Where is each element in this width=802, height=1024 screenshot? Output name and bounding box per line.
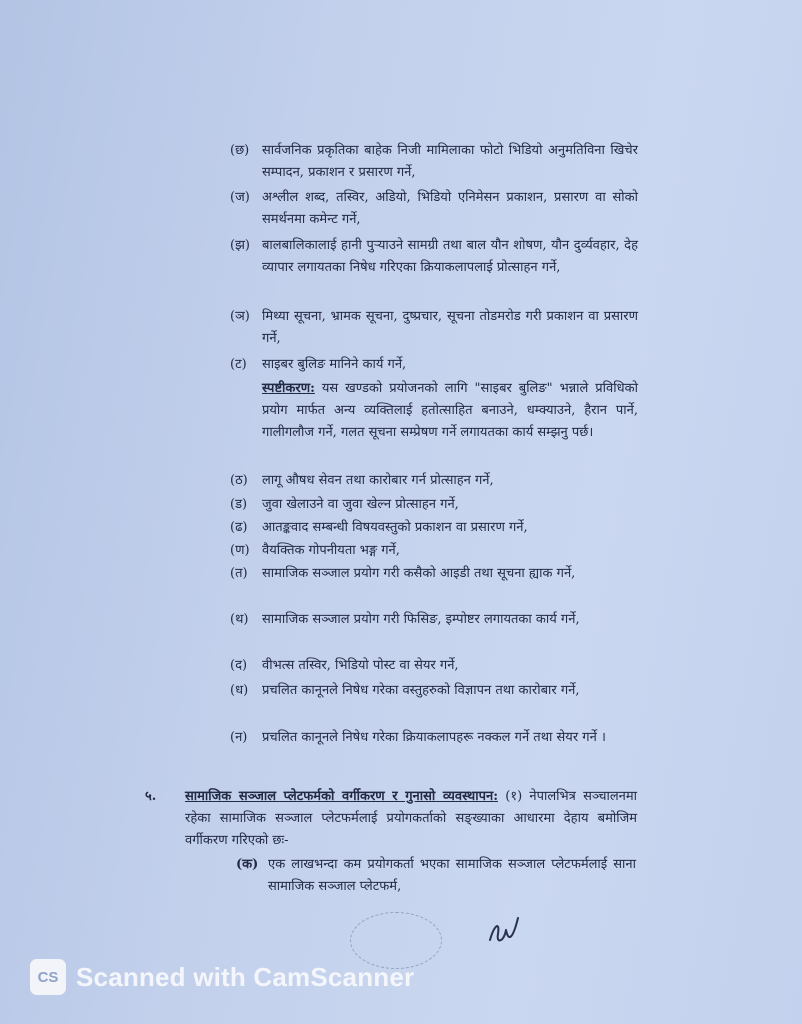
camscanner-watermark: [30, 958, 414, 996]
list-item-text: जुवा खेलाउने वा जुवा खेल्न प्रोत्साहन गर्ने,: [262, 497, 459, 512]
list-item-text: सामाजिक सञ्जाल प्रयोग गरी फिसिङ, इम्पोष्टर लगायतका कार्य गर्ने,: [262, 612, 580, 627]
list-marker: (त): [230, 566, 248, 581]
clarification-text: यस खण्डको प्रयोजनको लागि "साइबर बुलिङ" भन्नाले प्रविधिको प्रयोग मार्फत अन्य व्यक्तिलाई हतोत्साहित बनाउने, धम्क्याउने, हैरान पार्ने, गालीगलौज गर्ने, गलत सूचना सम्प्रेषण गर्ने लगायतका कार्य सम्झनु पर्छ।: [262, 381, 638, 440]
list-marker: (ट): [230, 357, 247, 372]
list-marker: (द): [230, 658, 248, 673]
section-number: ५.: [145, 789, 157, 804]
list-item-text: सार्वजनिक प्रकृतिका बाहेक निजी मामिलाका फोटो भिडियो अनुमतिविना खिचेर सम्पादन, प्रकाशन र प्रसारण गर्ने,: [262, 143, 638, 180]
section-heading: सामाजिक सञ्जाल प्लेटफर्मको वर्गीकरण र गुनासो व्यवस्थापन:: [185, 789, 498, 804]
list-item-text: साइबर बुलिङ मानिने कार्य गर्ने,: [262, 357, 407, 372]
list-item-text: वीभत्स तस्विर, भिडियो पोस्ट वा सेयर गर्ने,: [262, 658, 459, 673]
list-item-text: मिथ्या सूचना, भ्रामक सूचना, दुष्प्रचार, सूचना तोडमरोड गरी प्रकाशन वा प्रसारण गर्ने,: [262, 309, 638, 346]
subclause-marker: (क): [236, 857, 259, 872]
signature-mark: [486, 912, 526, 948]
list-marker: (ध): [230, 683, 249, 698]
section-text: (१) नेपालभित्र सञ्चालनमा रहेका सामाजिक सञ्जाल प्लेटफर्मलाई प्रयोगकर्ताको सङ्ख्याका आधारमा देहाय बमोजिम वर्गीकरण गरिएको छः-: [185, 789, 637, 848]
list-item-text: अश्लील शब्द, तस्विर, अडियो, भिडियो एनिमेसन प्रकाशन, प्रसारण वा सोको समर्थनमा कमेन्ट गर्ने,: [262, 190, 638, 227]
list-marker: (छ): [230, 143, 250, 158]
section-body: [185, 786, 637, 852]
list-item-text: बालबालिकालाई हानी पुऱ्याउने सामग्री तथा बाल यौन शोषण, यौन दुर्व्यवहार, देह व्यापार लगायतका निषेध गरिएका क्रियाकलापलाई प्रोत्साहन गर्ने,: [262, 238, 638, 275]
list-item-text: लागू औषध सेवन तथा कारोबार गर्न प्रोत्साहन गर्ने,: [262, 473, 494, 488]
camscanner-logo-icon: CS: [30, 959, 66, 995]
list-marker: (थ): [230, 612, 249, 627]
list-marker: (ड): [230, 497, 248, 512]
list-item-text: प्रचलित कानूनले निषेध गरेका वस्तुहरुको विज्ञापन तथा कारोबार गर्ने,: [262, 683, 580, 698]
list-marker: (ढ): [230, 520, 248, 535]
list-marker: (ज): [230, 190, 250, 205]
list-marker: (ञ): [230, 309, 250, 324]
clarification-label: स्पष्टीकरण:: [262, 381, 315, 396]
subclause-text: एक लाखभन्दा कम प्रयोगकर्ता भएका सामाजिक सञ्जाल प्लेटफर्मलाई साना सामाजिक सञ्जाल प्लेटफर्म,: [268, 857, 636, 894]
list-item-text: आतङ्कवाद सम्बन्धी विषयवस्तुको प्रकाशन वा प्रसारण गर्ने,: [262, 520, 528, 535]
list-item-text: सामाजिक सञ्जाल प्रयोग गरी कसैको आइडी तथा सूचना ह्याक गर्ने,: [262, 566, 576, 581]
list-item-text: वैयक्तिक गोपनीयता भङ्ग गर्ने,: [262, 543, 400, 558]
list-marker: (ण): [230, 543, 250, 558]
clarification-paragraph: [262, 378, 638, 444]
list-item-text: प्रचलित कानूनले निषेध गरेका क्रियाकलापहरू नक्कल गर्ने तथा सेयर गर्ने ।: [262, 730, 606, 745]
list-marker: (ठ): [230, 473, 248, 488]
list-marker: (न): [230, 730, 248, 745]
list-marker: (झ): [230, 238, 250, 253]
watermark-text: Scanned with CamScanner: [76, 961, 415, 992]
